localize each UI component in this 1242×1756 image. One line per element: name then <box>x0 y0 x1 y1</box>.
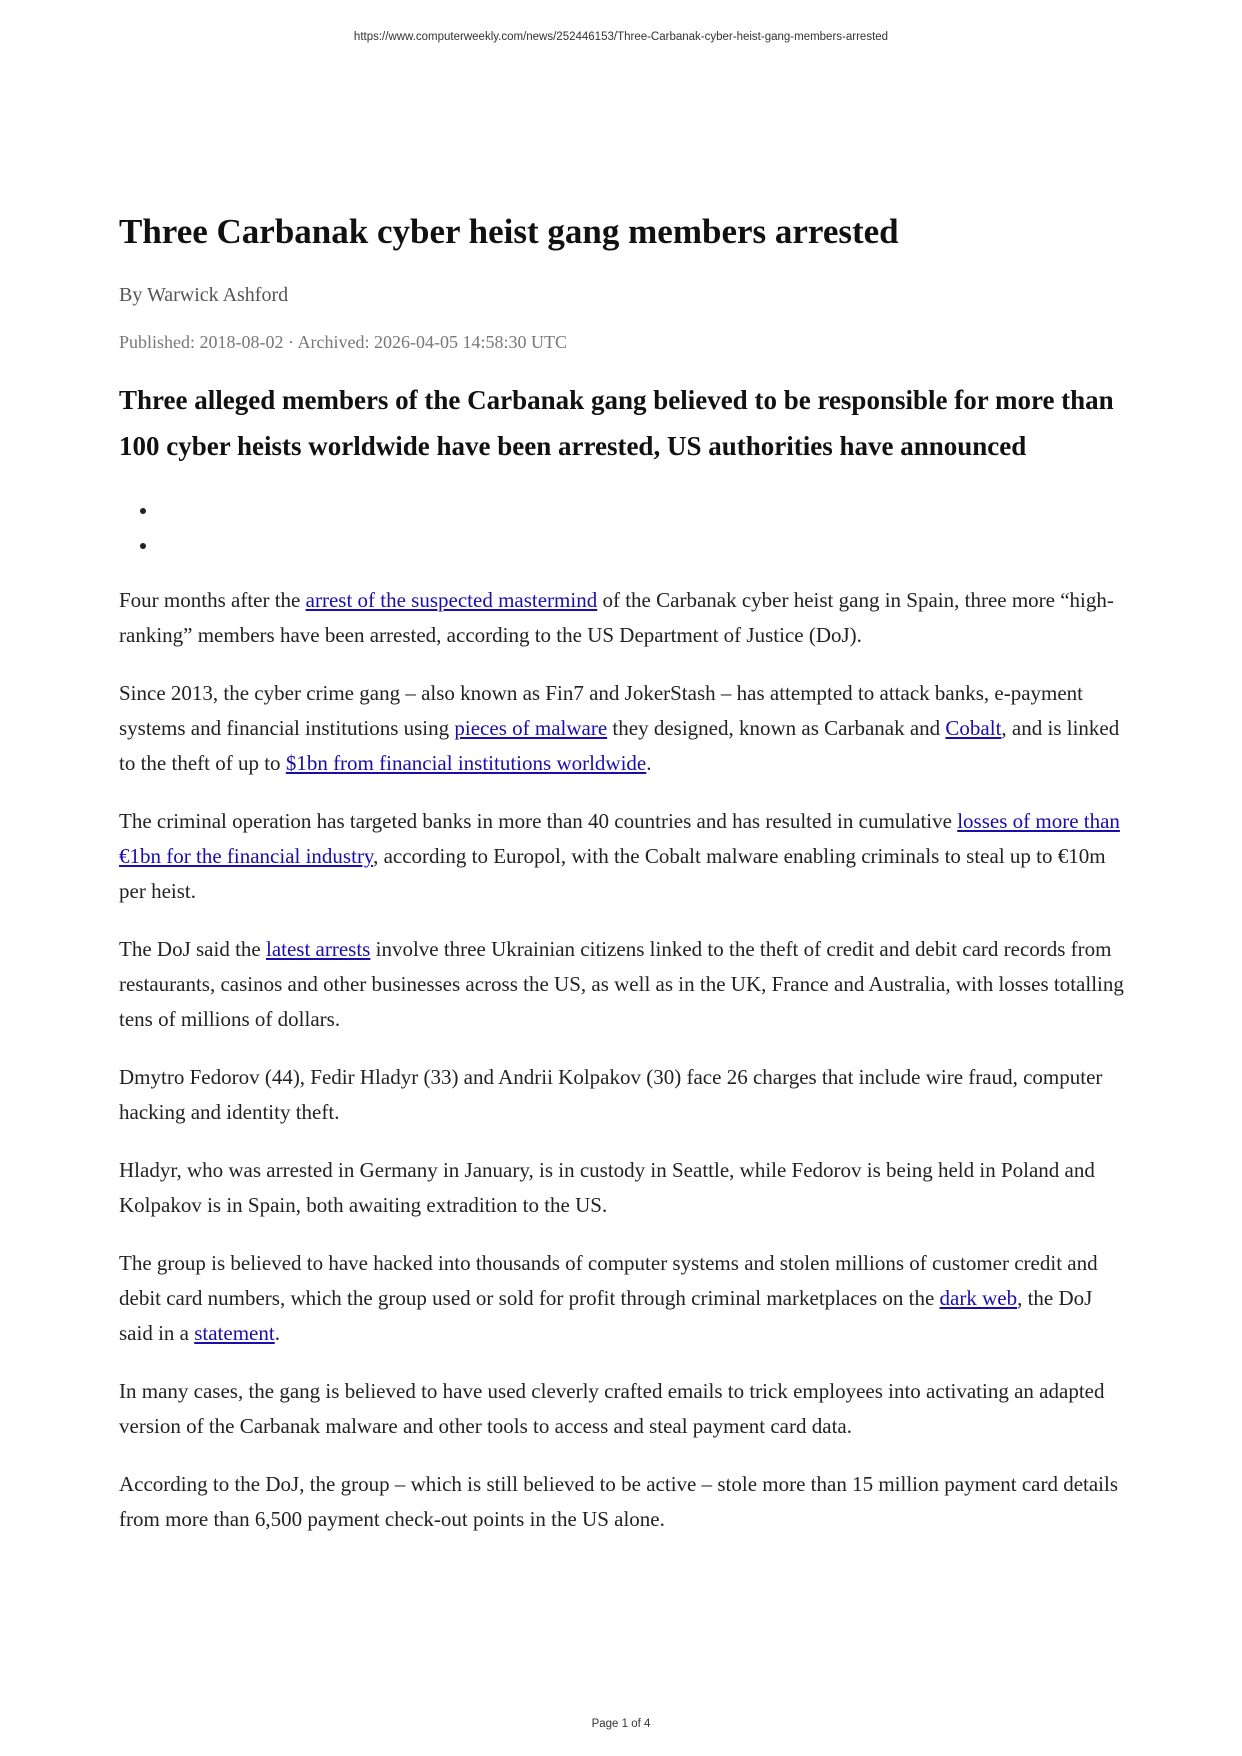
paragraph-7 <box>119 1246 1129 1351</box>
article <box>119 210 1129 1560</box>
text: , and is linked to the theft of up to <box>119 715 1120 775</box>
publish-meta: Published: 2018-08-02 · Archived: 2026-04-05 14:58:30 UTC <box>119 331 567 352</box>
paragraph-4 <box>119 932 1129 1037</box>
paragraph-2 <box>119 676 1129 781</box>
link-1bn-theft[interactable]: $1bn from financial institutions worldwide <box>285 750 647 775</box>
text: The group is believed to have hacked into thousands of computer systems and stolen millions of customer credit and debit card numbers, which the group used or sold for profit through criminal marketplaces on the <box>119 1250 1098 1310</box>
list-item <box>158 528 1129 563</box>
text: involve three Ukrainian citizens linked to the theft of credit and debit card records from restaurants, casinos and other businesses across the US, as well as in the UK, France and Australia, with losses totalling tens of millions of dollars. <box>119 936 1124 1031</box>
link-dark-web[interactable]: dark web <box>939 1285 1018 1310</box>
text: The criminal operation has targeted banks in more than 40 countries and has resulted in cumulative <box>119 808 958 833</box>
article-body <box>119 583 1129 1537</box>
text: . <box>646 750 652 775</box>
paragraph-9: According to the DoJ, the group – which is still believed to be active – stole more than 15 million payment card details from more than 6,500 payment check-out points in the US alone. <box>119 1471 1119 1531</box>
paragraph-5: Dmytro Fedorov (44), Fedir Hladyr (33) and Andrii Kolpakov (30) face 26 charges that include wire fraud, computer hacking and identity theft. <box>119 1064 1103 1124</box>
byline: By Warwick Ashford <box>119 283 289 306</box>
empty-bullet-list <box>119 493 1129 563</box>
text: Four months after the <box>119 587 306 612</box>
text: they designed, known as Carbanak and <box>607 715 946 740</box>
article-title: Three Carbanak cyber heist gang members arrested <box>119 212 899 251</box>
text: . <box>274 1320 280 1345</box>
paragraph-1 <box>119 583 1129 653</box>
link-losses-1bn[interactable]: losses of more than €1bn for the financial industry <box>119 808 1120 868</box>
page-number: Page 1 of 4 <box>591 1718 651 1730</box>
text: Since 2013, the cyber crime gang – also known as Fin7 and JokerStash – has attempted to attack banks, e-payment systems and financial institutions using <box>119 680 1084 740</box>
standfirst: Three alleged members of the Carbanak gang believed to be responsible for more than 100 cyber heists worldwide have been arrested, US authorities have announced <box>119 384 1114 461</box>
paragraph-8: In many cases, the gang is believed to have used cleverly crafted emails to trick employees into activating an adapted version of the Carbanak malware and other tools to access and steal payment card data. <box>119 1378 1105 1438</box>
text: , the DoJ said in a <box>119 1285 1093 1345</box>
link-latest-arrests[interactable]: latest arrests <box>265 936 371 961</box>
text: The DoJ said the <box>119 936 266 961</box>
link-pieces-of-malware[interactable]: pieces of malware <box>454 715 608 740</box>
list-item <box>158 493 1129 528</box>
link-cobalt[interactable]: Cobalt <box>945 715 1002 740</box>
text: , according to Europol, with the Cobalt malware enabling criminals to steal up to €10m per heist. <box>119 843 1106 903</box>
text: of the Carbanak cyber heist gang in Spain, three more “high-ranking” members have been arrested, according to the US Department of Justice (DoJ). <box>119 587 1114 647</box>
paragraph-6: Hladyr, who was arrested in Germany in January, is in custody in Seattle, while Fedorov is being held in Poland and Kolpakov is in Spain, both awaiting extradition to the US. <box>119 1157 1095 1217</box>
link-arrest-mastermind[interactable]: arrest of the suspected mastermind <box>305 587 598 612</box>
page-url: https://www.computerweekly.com/news/252446153/Three-Carbanak-cyber-heist-gang-members-arrested <box>353 31 889 43</box>
paragraph-3 <box>119 804 1129 909</box>
link-statement[interactable]: statement <box>194 1320 275 1345</box>
